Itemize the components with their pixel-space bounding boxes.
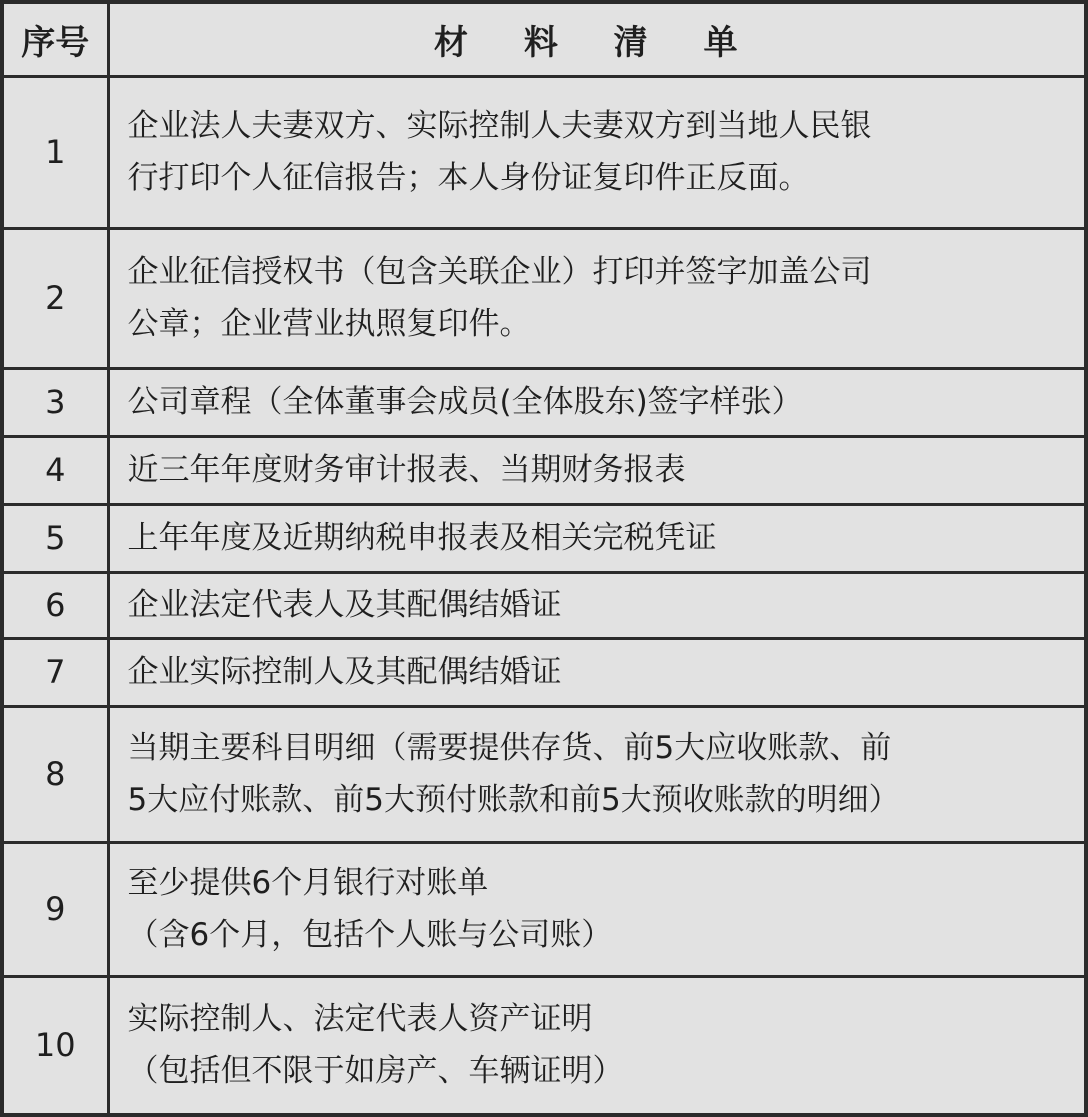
row-number: 4	[2, 436, 108, 504]
table-row	[2, 228, 1086, 368]
row-text-line: 至少提供6个月银行对账单	[127, 865, 489, 901]
row-number: 1	[2, 76, 108, 228]
header-materials-list: 材 料 清 单	[108, 2, 1086, 76]
row-text-line: 企业实际控制人及其配偶结婚证	[127, 654, 562, 690]
table-row	[2, 504, 1086, 572]
row-number: 5	[2, 504, 108, 572]
row-content	[108, 368, 1086, 436]
table-row	[2, 76, 1086, 228]
row-text-line: 上年年度及近期纳税申报表及相关完税凭证	[127, 520, 717, 556]
row-content	[108, 842, 1086, 976]
header-serial-number: 序号	[2, 2, 108, 76]
row-text-line: 5大应付账款、前5大预付账款和前5大预收账款的明细）	[127, 782, 900, 818]
table-row	[2, 842, 1086, 976]
row-number: 6	[2, 572, 108, 638]
row-text-line: 公章；企业营业执照复印件。	[127, 306, 531, 342]
row-content	[108, 228, 1086, 368]
row-text-line: 企业征信授权书（包含关联企业）打印并签字加盖公司	[127, 254, 872, 290]
row-number: 10	[2, 976, 108, 1115]
row-text-line: （含6个月，包括个人账与公司账）	[127, 917, 613, 953]
table-row	[2, 572, 1086, 638]
table-row	[2, 436, 1086, 504]
row-content	[108, 976, 1086, 1115]
row-text-line: 企业法人夫妻双方、实际控制人夫妻双方到当地人民银	[127, 108, 872, 144]
row-content	[108, 638, 1086, 706]
row-content	[108, 76, 1086, 228]
row-number: 3	[2, 368, 108, 436]
row-text-line: 公司章程（全体董事会成员(全体股东)签字样张）	[127, 384, 803, 420]
table-row	[2, 706, 1086, 842]
row-text-line: （包括但不限于如房产、车辆证明）	[127, 1053, 624, 1090]
table-row	[2, 638, 1086, 706]
row-text-line: 企业法定代表人及其配偶结婚证	[127, 587, 562, 623]
row-content	[108, 572, 1086, 638]
row-number: 9	[2, 842, 108, 976]
table-row	[2, 368, 1086, 436]
header-row	[2, 2, 1086, 76]
row-content	[108, 504, 1086, 572]
row-number: 2	[2, 228, 108, 368]
row-text-line: 行打印个人征信报告；本人身份证复印件正反面。	[127, 160, 810, 196]
row-content	[108, 436, 1086, 504]
row-number: 7	[2, 638, 108, 706]
row-text-line: 实际控制人、法定代表人资产证明	[127, 1001, 593, 1038]
row-text-line: 近三年年度财务审计报表、当期财务报表	[127, 452, 686, 488]
row-number: 8	[2, 706, 108, 842]
row-text-line: 当期主要科目明细（需要提供存货、前5大应收账款、前	[127, 730, 892, 766]
table-row	[2, 976, 1086, 1115]
row-content	[108, 706, 1086, 842]
